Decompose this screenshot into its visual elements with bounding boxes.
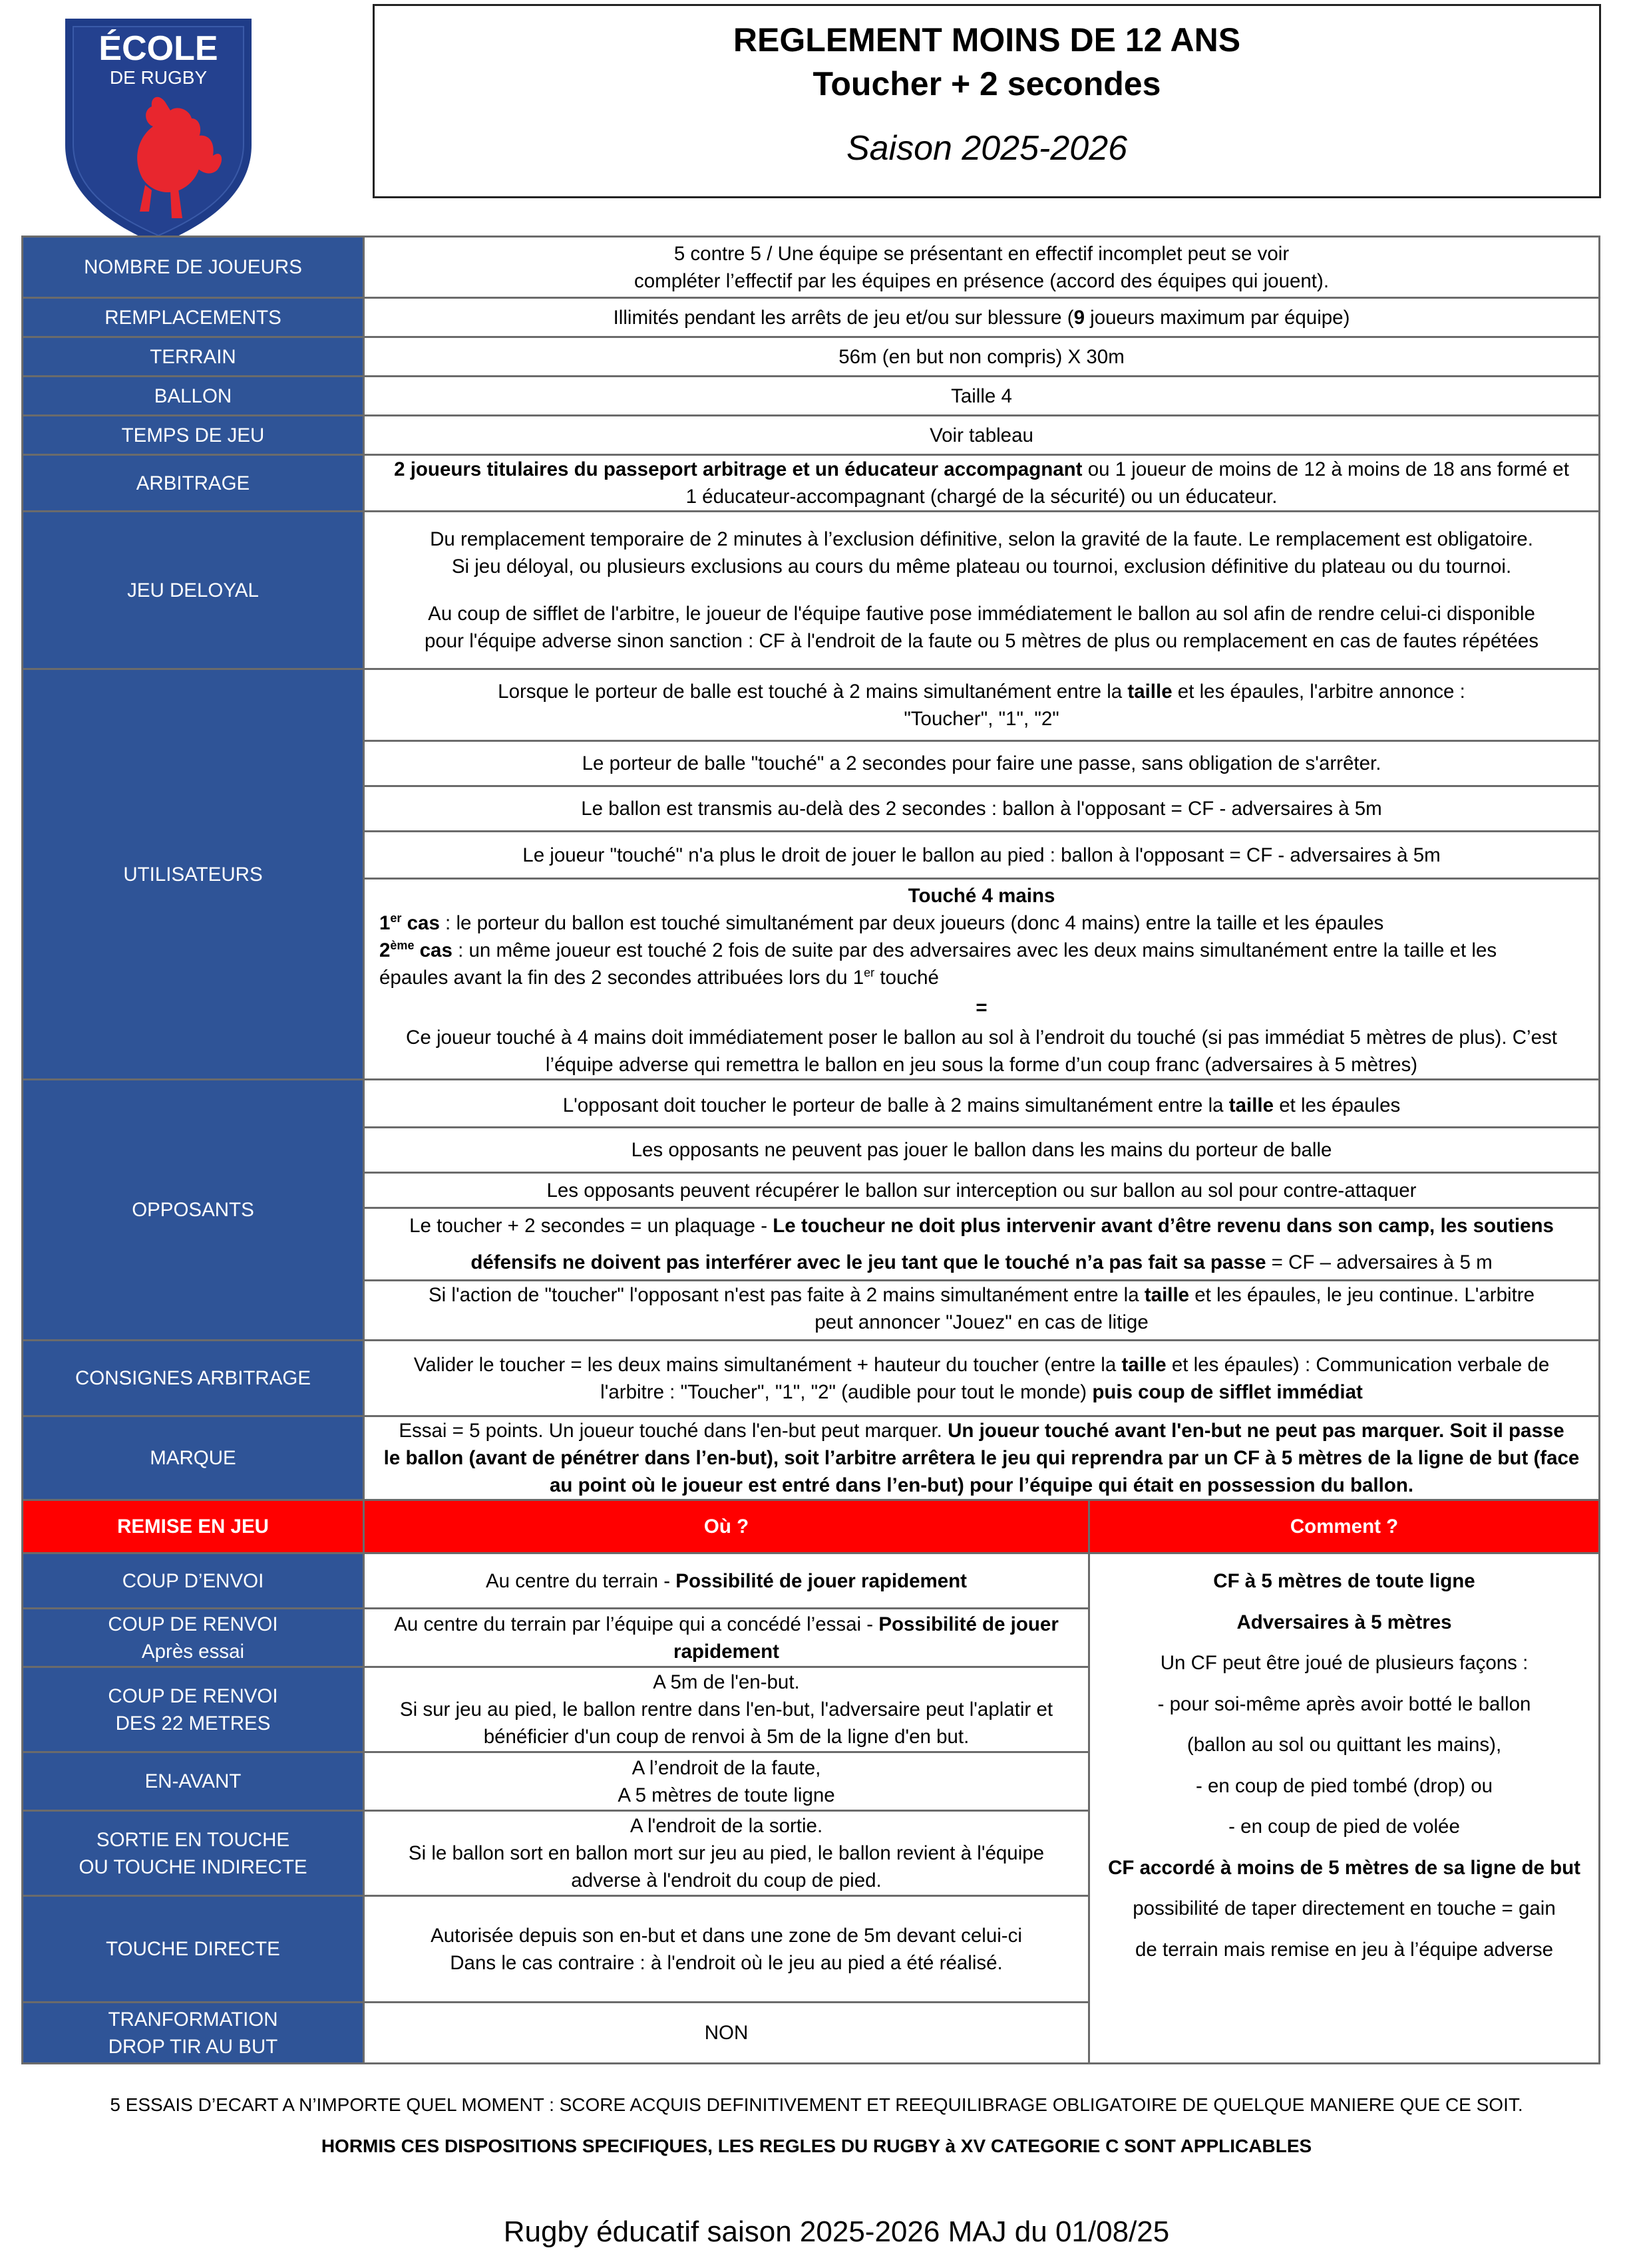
- value-en-avant: A l’endroit de la faute, A 5 mètres de toute ligne: [364, 1752, 1089, 1811]
- logo-text-ecole: ÉCOLE: [98, 29, 218, 68]
- label-jeu-deloyal: JEU DELOYAL: [23, 512, 364, 669]
- touche-4-mains-cas-1: 1er cas : le porteur du ballon est touché simultanément par deux joueurs (donc 4 mains) entre la taille et les épaules: [379, 911, 1384, 934]
- row-opposants: [23, 1080, 1600, 1341]
- footer-ecart-essais: 5 ESSAIS D’ECART A N’IMPORTE QUEL MOMENT : SCORE ACQUIS DEFINITIVEMENT ET REEQUILIBRAGE OBLIGATOIRE DE QUELQUE MANIERE QUE CE SOIT.: [110, 2094, 1523, 2115]
- row-coup-envoi: [23, 1553, 1600, 1609]
- label-touche-directe: TOUCHE DIRECTE: [23, 1896, 364, 2003]
- label-nombre-joueurs: NOMBRE DE JOUEURS: [23, 237, 364, 298]
- label-en-avant: EN-AVANT: [23, 1752, 364, 1811]
- value-terrain: 56m (en but non compris) X 30m: [364, 337, 1600, 377]
- row-temps-de-jeu: [23, 416, 1600, 455]
- label-remplacements: REMPLACEMENTS: [23, 298, 364, 337]
- document-title: REGLEMENT MOINS DE 12 ANS: [733, 21, 1241, 59]
- row-consignes-arbitrage: [23, 1341, 1600, 1416]
- value-utilisateurs: [364, 669, 1600, 1080]
- opposants-regle-4: Le toucher + 2 secondes = un plaquage - Le toucheur ne doit plus intervenir avant d’être revenu dans son camp, les soutiens défensifs ne doivent pas interférer avec le jeu tant que le touché n’a pas fait sa passe = CF – adversaires à 5 m: [365, 1209, 1598, 1281]
- label-opposants: OPPOSANTS: [23, 1080, 364, 1341]
- opposants-regle-3: Les opposants peuvent récupérer le ballon sur interception ou sur ballon au sol pour contre-attaquer: [365, 1174, 1598, 1209]
- label-coup-envoi: COUP D’ENVOI: [23, 1553, 364, 1609]
- row-remise-en-jeu: [23, 1500, 1600, 1553]
- value-opposants: [364, 1080, 1600, 1341]
- value-arbitrage: 2 joueurs titulaires du passeport arbitrage et un éducateur accompagnant ou 1 joueur de moins de 12 à moins de 18 ans formé et 1 éducateur-accompagnant (chargé de la sécurité) ou un éducateur.: [364, 455, 1600, 512]
- touche-4-mains-cas-2: 2ème cas : un même joueur est touché 2 fois de suite par des adversaires avec les deux mains simultanément entre la taille et les: [379, 939, 1497, 961]
- utilisateurs-regle-2: Le porteur de balle "touché" a 2 secondes pour faire une passe, sans obligation de s'arrêter.: [365, 742, 1598, 787]
- utilisateurs-touche-4-mains: Touché 4 mains 1er cas : le porteur du ballon est touché simultanément par deux joueurs (donc 4 mains) entre la taille et les épaules 2ème cas : un même joueur est touché 2 fois de suite par des adversaires avec les deux mains simultanément entre la taille et les épaules avant la fin des 2 secondes attribuées lors du 1er touché = Ce joueur touché à 4 mains doit immédiatement poser le ballon au sol à l’endroit du touché (si pas immédiat 5 mètres de plus). C’est l’équipe adverse qui remettra le ballon en jeu sous la forme d’un coup franc (adversaires à 5 mètres): [365, 880, 1598, 1078]
- value-transformation: NON: [364, 2003, 1089, 2064]
- label-coup-renvoi-22: COUP DE RENVOI DES 22 METRES: [23, 1667, 364, 1752]
- label-transformation: TRANFORMATION DROP TIR AU BUT: [23, 2003, 364, 2064]
- header-comment: Comment ?: [1089, 1500, 1600, 1553]
- comment-adversaires-5m: Adversaires à 5 mètres: [1236, 1611, 1452, 1633]
- row-terrain: [23, 337, 1600, 377]
- row-marque: [23, 1416, 1600, 1500]
- value-jeu-deloyal: Du remplacement temporaire de 2 minutes à l’exclusion définitive, selon la gravité de la faute. Le remplacement est obligatoire. Si jeu déloyal, ou plusieurs exclusions au cours du même plateau ou tournoi, exclusion définitive du plateau ou du tournoi. Au coup de sifflet de l'arbitre, le joueur de l'équipe fautive pose immédiatement le ballon au sol afin de rendre celui-ci disponible pour l'équipe adverse sinon sanction : CF à l'endroit de la faute ou 5 mètres de plus ou remplacement en cas de fautes répétées: [364, 512, 1600, 669]
- row-remplacements: [23, 298, 1600, 337]
- value-ballon: Taille 4: [364, 377, 1600, 416]
- rules-table: [21, 236, 1600, 2064]
- label-terrain: TERRAIN: [23, 337, 364, 377]
- header-ou: Où ?: [364, 1500, 1089, 1553]
- label-remise-en-jeu: REMISE EN JEU: [23, 1500, 364, 1553]
- footer-maj: Rugby éducatif saison 2025-2026 MAJ du 01/08/25: [503, 2215, 1170, 2248]
- label-consignes-arbitrage: CONSIGNES ARBITRAGE: [23, 1341, 364, 1416]
- label-coup-renvoi: COUP DE RENVOI Après essai: [23, 1609, 364, 1667]
- value-remplacements: Illimités pendant les arrêts de jeu et/ou sur blessure (9 joueurs maximum par équipe): [364, 298, 1600, 337]
- label-arbitrage: ARBITRAGE: [23, 455, 364, 512]
- season-label: Saison 2025-2026: [846, 129, 1128, 168]
- comment-cf-5m: CF à 5 mètres de toute ligne: [1213, 1570, 1475, 1592]
- utilisateurs-regle-4: Le joueur "touché" n'a plus le droit de jouer le ballon au pied : ballon à l'opposant = CF - adversaires à 5m: [365, 832, 1598, 880]
- value-coup-renvoi: Au centre du terrain par l’équipe qui a concédé l’essai - Possibilité de jouer rapidement: [364, 1609, 1089, 1667]
- label-marque: MARQUE: [23, 1416, 364, 1500]
- opposants-regle-5: Si l'action de "toucher" l'opposant n'est pas faite à 2 mains simultanément entre la taille et les épaules, le jeu continue. L'arbitre peut annoncer "Jouez" en cas de litige: [428, 1284, 1535, 1333]
- row-ballon: [23, 377, 1600, 416]
- label-ballon: BALLON: [23, 377, 364, 416]
- value-coup-envoi: Au centre du terrain - Possibilité de jouer rapidement: [364, 1553, 1089, 1609]
- value-sortie-en-touche: A l'endroit de la sortie. Si le ballon sort en ballon mort sur jeu au pied, le ballon revient à l'équipe adverse à l'endroit du coup de pied.: [364, 1811, 1089, 1896]
- row-nombre-joueurs: [23, 237, 1600, 298]
- utilisateurs-regle-1: Lorsque le porteur de balle est touché à 2 mains simultanément entre la taille et les épaules, l'arbitre annonce : "Toucher", "1", "2": [365, 670, 1598, 742]
- touche-4-mains-equals: =: [976, 997, 988, 1019]
- document-subtitle: Toucher + 2 secondes: [813, 65, 1161, 102]
- utilisateurs-regle-3: Le ballon est transmis au-delà des 2 secondes : ballon à l'opposant = CF - adversaires à 5m: [365, 787, 1598, 832]
- ecole-de-rugby-logo: [59, 19, 258, 245]
- value-consignes-arbitrage: Valider le toucher = les deux mains simultanément + hauteur du toucher (entre la taille et les épaules) : Communication verbale de l'arbitre : "Toucher", "1", "2" (audible pour tout le monde) puis coup de sifflet immédiat: [364, 1341, 1600, 1416]
- touche-4-mains-title: Touché 4 mains: [908, 885, 1055, 907]
- logo-text-de-rugby: DE RUGBY: [109, 67, 208, 88]
- value-temps-de-jeu: Voir tableau: [364, 416, 1600, 455]
- value-marque: Essai = 5 points. Un joueur touché dans l'en-but peut marquer. Un joueur touché avant l'en-but ne peut pas marquer. Soit il passe le ballon (avant de pénétrer dans l’en-but), soit l’arbitre arrêtera le jeu qui reprendra par un CF à 5 mètres de la ligne de but (face au point où le joueur est entré dans l’en-but) pour l’équipe qui était en possession du ballon.: [364, 1416, 1600, 1500]
- value-coup-renvoi-22: A 5m de l'en-but. Si sur jeu au pied, le ballon rentre dans l'en-but, l'adversaire peut l'aplatir et bénéficier d'un coup de renvoi à 5m de la ligne d'en but.: [364, 1667, 1089, 1752]
- value-touche-directe: Autorisée depuis son en-but et dans une zone de 5m devant celui-ci Dans le cas contraire : à l'endroit où le jeu au pied a été réalisé.: [364, 1896, 1089, 2003]
- label-utilisateurs: UTILISATEURS: [23, 669, 364, 1080]
- comment-column: CF à 5 mètres de toute ligne Adversaires à 5 mètres Un CF peut être joué de plusieurs façons : - pour soi-même après avoir botté le ballon (ballon au sol ou quittant les mains), - en coup de pied tombé (drop) ou - en coup de pied de volée CF accordé à moins de 5 mètres de sa ligne de but possibilité de taper directement en touche = gain de terrain mais remise en jeu à l’équipe adverse: [1089, 1553, 1600, 2064]
- row-arbitrage: [23, 455, 1600, 512]
- footer-regles-applicables: HORMIS CES DISPOSITIONS SPECIFIQUES, LES REGLES DU RUGBY à XV CATEGORIE C SONT APPLICABLES: [321, 2136, 1312, 2156]
- row-utilisateurs: [23, 669, 1600, 1080]
- label-temps-de-jeu: TEMPS DE JEU: [23, 416, 364, 455]
- opposants-regle-1: L'opposant doit toucher le porteur de balle à 2 mains simultanément entre la taille et les épaules: [365, 1084, 1598, 1128]
- opposants-regle-2: Les opposants ne peuvent pas jouer le ballon dans les mains du porteur de balle: [365, 1128, 1598, 1174]
- row-jeu-deloyal: [23, 512, 1600, 669]
- title-box: [373, 4, 1601, 198]
- value-nombre-joueurs: 5 contre 5 / Une équipe se présentant en effectif incomplet peut se voir compléter l’effectif par les équipes en présence (accord des équipes qui jouent).: [364, 237, 1600, 298]
- label-sortie-en-touche: SORTIE EN TOUCHE OU TOUCHE INDIRECTE: [23, 1811, 364, 1896]
